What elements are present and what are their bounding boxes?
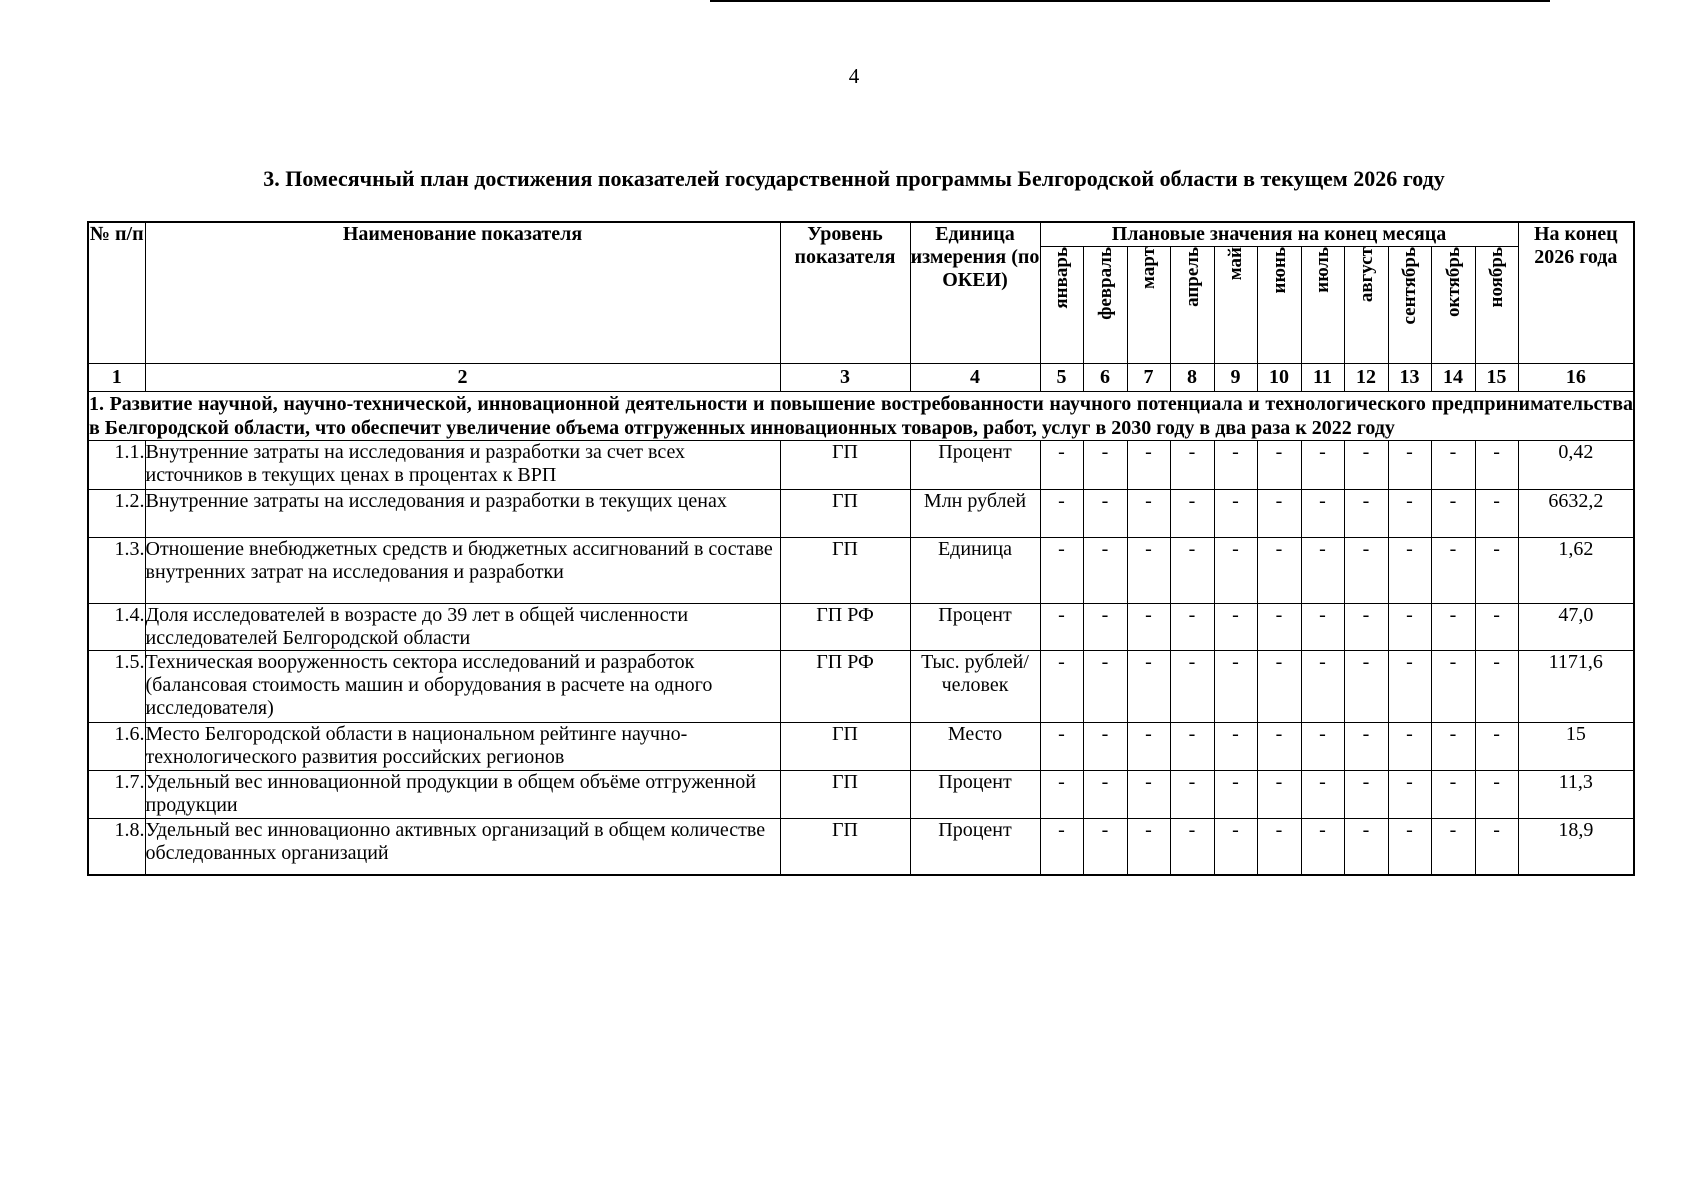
indicator-level: ГП — [780, 441, 910, 490]
month-value: - — [1083, 538, 1127, 604]
month-value: - — [1214, 819, 1257, 875]
month-value: - — [1127, 819, 1170, 875]
month-value: - — [1431, 819, 1475, 875]
indicator-unit: Единица — [910, 538, 1040, 604]
header-month — [1170, 247, 1214, 364]
month-value: - — [1475, 819, 1518, 875]
month-value: - — [1475, 538, 1518, 604]
column-numbers-row — [88, 364, 1634, 392]
month-value: - — [1257, 723, 1301, 771]
table-row — [88, 819, 1634, 875]
month-value: - — [1083, 651, 1127, 723]
month-value: - — [1214, 771, 1257, 819]
month-value: - — [1127, 490, 1170, 538]
final-value: 15 — [1518, 723, 1634, 771]
final-value: 47,0 — [1518, 604, 1634, 651]
column-number: 9 — [1214, 364, 1257, 392]
month-value: - — [1475, 441, 1518, 490]
month-value: - — [1431, 723, 1475, 771]
month-value: - — [1257, 771, 1301, 819]
month-label: май — [1225, 247, 1246, 281]
table-row — [88, 723, 1634, 771]
indicator-name: Техническая вооруженность сектора исследований и разработок (балансовая стоимость машин и оборудования в расчете на одного исследователя) — [145, 651, 780, 723]
indicator-unit: Процент — [910, 819, 1040, 875]
month-value: - — [1170, 441, 1214, 490]
section-row — [88, 392, 1634, 441]
month-value: - — [1170, 771, 1214, 819]
header-month — [1083, 247, 1127, 364]
month-value: - — [1083, 819, 1127, 875]
row-number: 1.7. — [88, 771, 145, 819]
month-value: - — [1388, 538, 1431, 604]
final-value: 11,3 — [1518, 771, 1634, 819]
month-value: - — [1388, 651, 1431, 723]
header-month — [1475, 247, 1518, 364]
month-value: - — [1388, 819, 1431, 875]
month-label: март — [1138, 247, 1159, 289]
month-value: - — [1083, 441, 1127, 490]
month-label: апрель — [1181, 247, 1203, 307]
month-value: - — [1431, 538, 1475, 604]
final-value: 1,62 — [1518, 538, 1634, 604]
month-value: - — [1344, 723, 1388, 771]
month-value: - — [1257, 651, 1301, 723]
month-value: - — [1257, 819, 1301, 875]
indicator-unit: Процент — [910, 604, 1040, 651]
month-value: - — [1301, 651, 1344, 723]
month-value: - — [1431, 771, 1475, 819]
month-value: - — [1257, 604, 1301, 651]
month-value: - — [1475, 723, 1518, 771]
column-number: 10 — [1257, 364, 1301, 392]
column-number: 6 — [1083, 364, 1127, 392]
indicator-name: Место Белгородской области в национальном рейтинге научно-технологического развития российских регионов — [145, 723, 780, 771]
column-number: 4 — [910, 364, 1040, 392]
month-value: - — [1040, 538, 1083, 604]
month-label: февраль — [1094, 247, 1116, 320]
month-value: - — [1040, 771, 1083, 819]
column-number: 8 — [1170, 364, 1214, 392]
row-number: 1.6. — [88, 723, 145, 771]
table-row — [88, 604, 1634, 651]
month-value: - — [1344, 819, 1388, 875]
month-value: - — [1344, 538, 1388, 604]
row-number: 1.2. — [88, 490, 145, 538]
indicator-name: Внутренние затраты на исследования и разработки за счет всех источников в текущих ценах в процентах к ВРП — [145, 441, 780, 490]
month-value: - — [1344, 490, 1388, 538]
header-month — [1040, 247, 1083, 364]
month-value: - — [1431, 651, 1475, 723]
header-level: Уровень показателя — [780, 222, 910, 364]
month-value: - — [1127, 771, 1170, 819]
month-value: - — [1475, 490, 1518, 538]
column-number: 2 — [145, 364, 780, 392]
month-value: - — [1214, 723, 1257, 771]
row-number: 1.4. — [88, 604, 145, 651]
indicator-unit: Место — [910, 723, 1040, 771]
row-number: 1.8. — [88, 819, 145, 875]
month-value: - — [1475, 604, 1518, 651]
month-value: - — [1083, 604, 1127, 651]
month-value: - — [1431, 490, 1475, 538]
header-month — [1344, 247, 1388, 364]
indicator-unit: Тыс. рублей/ человек — [910, 651, 1040, 723]
final-value: 18,9 — [1518, 819, 1634, 875]
header-unit: Единица измерения (по ОКЕИ) — [910, 222, 1040, 364]
indicator-name: Доля исследователей в возрасте до 39 лет в общей численности исследователей Белгородской области — [145, 604, 780, 651]
month-value: - — [1301, 490, 1344, 538]
month-value: - — [1214, 604, 1257, 651]
month-value: - — [1083, 490, 1127, 538]
month-label: ноябрь — [1486, 247, 1508, 308]
month-value: - — [1257, 538, 1301, 604]
month-value: - — [1301, 819, 1344, 875]
month-value: - — [1040, 490, 1083, 538]
month-value: - — [1127, 651, 1170, 723]
final-value: 1171,6 — [1518, 651, 1634, 723]
month-label: август — [1355, 247, 1377, 303]
month-value: - — [1083, 771, 1127, 819]
column-number: 7 — [1127, 364, 1170, 392]
table-row — [88, 490, 1634, 538]
month-value: - — [1388, 441, 1431, 490]
month-value: - — [1170, 490, 1214, 538]
header-month — [1257, 247, 1301, 364]
month-label: октябрь — [1442, 247, 1464, 317]
row-number: 1.5. — [88, 651, 145, 723]
header-month — [1431, 247, 1475, 364]
month-value: - — [1170, 538, 1214, 604]
indicator-level: ГП — [780, 723, 910, 771]
month-value: - — [1127, 723, 1170, 771]
month-value: - — [1214, 441, 1257, 490]
column-number: 16 — [1518, 364, 1634, 392]
header-month — [1301, 247, 1344, 364]
month-value: - — [1431, 604, 1475, 651]
month-label: июнь — [1268, 247, 1290, 294]
row-number: 1.1. — [88, 441, 145, 490]
month-value: - — [1388, 604, 1431, 651]
month-value: - — [1040, 723, 1083, 771]
month-value: - — [1475, 771, 1518, 819]
month-value: - — [1344, 441, 1388, 490]
indicator-level: ГП — [780, 819, 910, 875]
column-number: 15 — [1475, 364, 1518, 392]
indicator-unit: Процент — [910, 771, 1040, 819]
month-value: - — [1040, 819, 1083, 875]
top-rule — [710, 0, 1550, 2]
header-month — [1214, 247, 1257, 364]
indicator-name: Удельный вес инновационной продукции в общем объёме отгруженной продукции — [145, 771, 780, 819]
month-value: - — [1301, 723, 1344, 771]
month-value: - — [1301, 538, 1344, 604]
column-number: 11 — [1301, 364, 1344, 392]
month-value: - — [1127, 538, 1170, 604]
table-row — [88, 771, 1634, 819]
month-value: - — [1040, 651, 1083, 723]
indicator-level: ГП — [780, 771, 910, 819]
month-value: - — [1170, 651, 1214, 723]
header-final: На конец 2026 года — [1518, 222, 1634, 364]
month-value: - — [1170, 604, 1214, 651]
column-number: 12 — [1344, 364, 1388, 392]
indicators-plan-table — [87, 221, 1635, 876]
indicator-name: Удельный вес инновационно активных организаций в общем количестве обследованных организаций — [145, 819, 780, 875]
month-value: - — [1301, 771, 1344, 819]
indicator-name: Отношение внебюджетных средств и бюджетных ассигнований в составе внутренних затрат на исследования и разработки — [145, 538, 780, 604]
month-value: - — [1257, 441, 1301, 490]
row-number: 1.3. — [88, 538, 145, 604]
month-value: - — [1388, 723, 1431, 771]
month-value: - — [1040, 604, 1083, 651]
table-row — [88, 651, 1634, 723]
month-value: - — [1344, 651, 1388, 723]
table-row — [88, 538, 1634, 604]
month-value: - — [1257, 490, 1301, 538]
month-value: - — [1214, 490, 1257, 538]
month-value: - — [1301, 604, 1344, 651]
month-label: июль — [1312, 247, 1333, 293]
month-value: - — [1475, 651, 1518, 723]
header-planned: Плановые значения на конец месяца — [1040, 222, 1518, 247]
header-num: № п/п — [88, 222, 145, 364]
column-number: 5 — [1040, 364, 1083, 392]
column-number: 3 — [780, 364, 910, 392]
column-number: 1 — [88, 364, 145, 392]
month-value: - — [1301, 441, 1344, 490]
month-value: - — [1344, 771, 1388, 819]
indicator-name: Внутренние затраты на исследования и разработки в текущих ценах — [145, 490, 780, 538]
table-row — [88, 441, 1634, 490]
month-value: - — [1170, 723, 1214, 771]
month-value: - — [1388, 771, 1431, 819]
indicator-level: ГП — [780, 538, 910, 604]
month-value: - — [1214, 538, 1257, 604]
month-value: - — [1431, 441, 1475, 490]
indicator-unit: Процент — [910, 441, 1040, 490]
indicator-level: ГП — [780, 490, 910, 538]
month-value: - — [1344, 604, 1388, 651]
month-label: январь — [1051, 247, 1072, 309]
final-value: 0,42 — [1518, 441, 1634, 490]
page-number: 4 — [848, 64, 860, 88]
month-value: - — [1388, 490, 1431, 538]
document-title: 3. Помесячный план достижения показателей государственной программы Белгородской области в текущем 2026 году — [263, 166, 1445, 191]
header-name: Наименование показателя — [145, 222, 780, 364]
header-month — [1388, 247, 1431, 364]
indicator-level: ГП РФ — [780, 604, 910, 651]
header-month — [1127, 247, 1170, 364]
indicator-unit: Млн рублей — [910, 490, 1040, 538]
month-value: - — [1127, 441, 1170, 490]
final-value: 6632,2 — [1518, 490, 1634, 538]
month-value: - — [1127, 604, 1170, 651]
column-number: 14 — [1431, 364, 1475, 392]
column-number: 13 — [1388, 364, 1431, 392]
section-heading: 1. Развитие научной, научно-технической, инновационной деятельности и повышение востребованности научного потенциала и технологического предпринимательства в Белгородской области, что обеспечит увеличение объема отгруженных инновационных товаров, работ, услуг в 2030 году в два раза к 2022 году — [89, 393, 1634, 439]
month-value: - — [1214, 651, 1257, 723]
month-value: - — [1040, 441, 1083, 490]
month-label: сентябрь — [1399, 247, 1420, 325]
month-value: - — [1170, 819, 1214, 875]
indicator-level: ГП РФ — [780, 651, 910, 723]
month-value: - — [1083, 723, 1127, 771]
header-row — [88, 222, 1634, 247]
